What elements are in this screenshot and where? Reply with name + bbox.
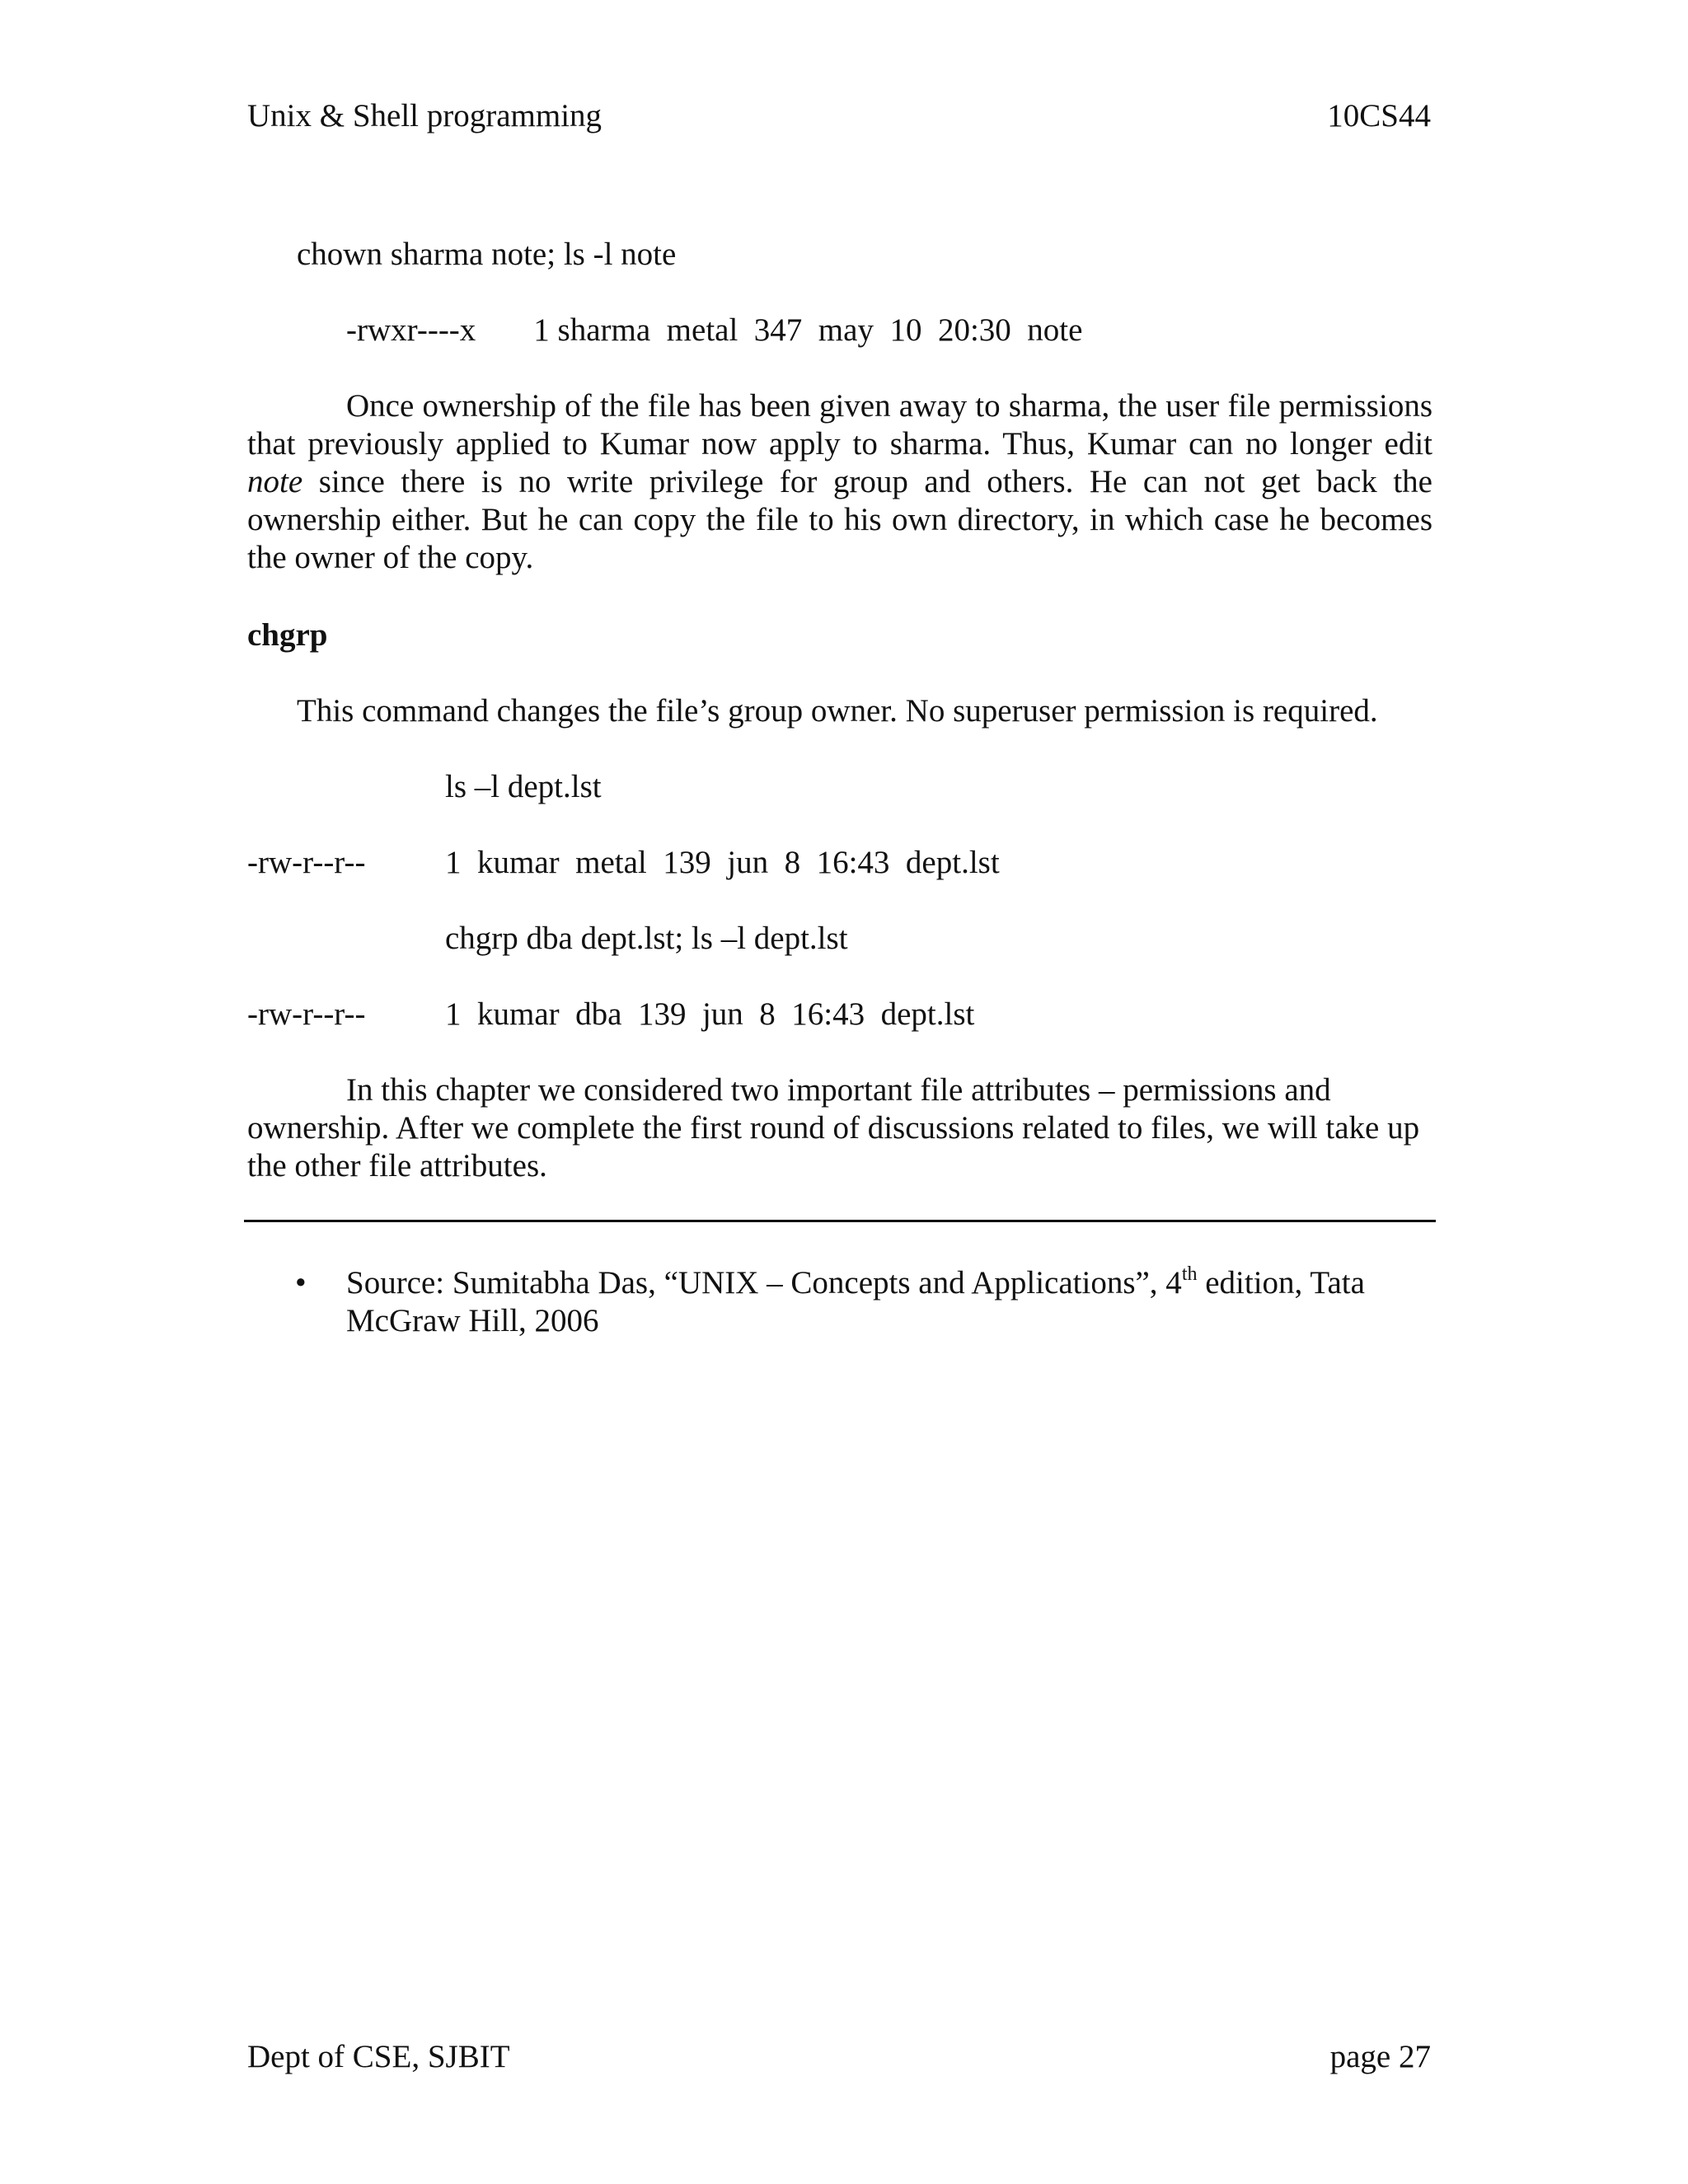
ownership-paragraph-text-1: Once ownership of the file has been given away to sharma, the user file permissions that previously applied to Kumar now apply to sharma. Thus, Kumar can no longer edit	[247, 388, 1432, 462]
chapter-summary-paragraph	[247, 1071, 1432, 1185]
chown-output-details: 1 sharma metal 347 may 10 20:30 note	[533, 312, 1083, 348]
chgrp-heading: chgrp	[247, 617, 328, 653]
header-course-title: Unix & Shell programming	[247, 98, 603, 134]
chgrp-output-permissions: -rw-r--r--	[247, 996, 366, 1032]
footer-page-number: page 27	[1329, 2039, 1431, 2074]
footer-department: Dept of CSE, SJBIT	[247, 2039, 510, 2074]
chgrp-command: chgrp dba dept.lst; ls –l dept.lst	[445, 921, 848, 956]
chgrp-intro: This command changes the file’s group owner. No superuser permission is required.	[297, 693, 1378, 729]
source-citation-superscript: th	[1181, 1263, 1198, 1285]
chown-command: chown sharma note; ls -l note	[297, 237, 677, 272]
ownership-paragraph-italic: note	[247, 464, 303, 499]
ownership-paragraph	[247, 387, 1432, 577]
chgrp-output-details: 1 kumar dba 139 jun 8 16:43 dept.lst	[445, 996, 975, 1032]
ownership-paragraph-text-2: since there is no write privilege for group and others. He can not get back the ownership either. But he can copy the file to his own directory, in which case he becomes the owner of the copy.	[247, 464, 1432, 575]
source-citation-text: Source: Sumitabha Das, “UNIX – Concepts and Applications”, 4	[346, 1265, 1182, 1301]
ls-output-permissions: -rw-r--r--	[247, 845, 366, 880]
bullet-icon: •	[295, 1265, 307, 1301]
source-citation	[346, 1264, 1434, 1340]
chapter-summary-text: In this chapter we considered two important file attributes – permissions and ownership. After we complete the first round of discussions related to files, we will take up the other file attributes.	[247, 1072, 1420, 1183]
header-course-code: 10CS44	[1327, 98, 1431, 134]
ls-command: ls –l dept.lst	[445, 769, 602, 804]
source-citation-text-end: edition, Tata McGraw Hill, 2006	[346, 1265, 1365, 1338]
ls-output-details: 1 kumar metal 139 jun 8 16:43 dept.lst	[445, 845, 1000, 880]
chown-output-permissions: -rwxr----x	[346, 312, 476, 348]
footnote-divider	[244, 1220, 1436, 1222]
chown-output	[346, 312, 1082, 349]
